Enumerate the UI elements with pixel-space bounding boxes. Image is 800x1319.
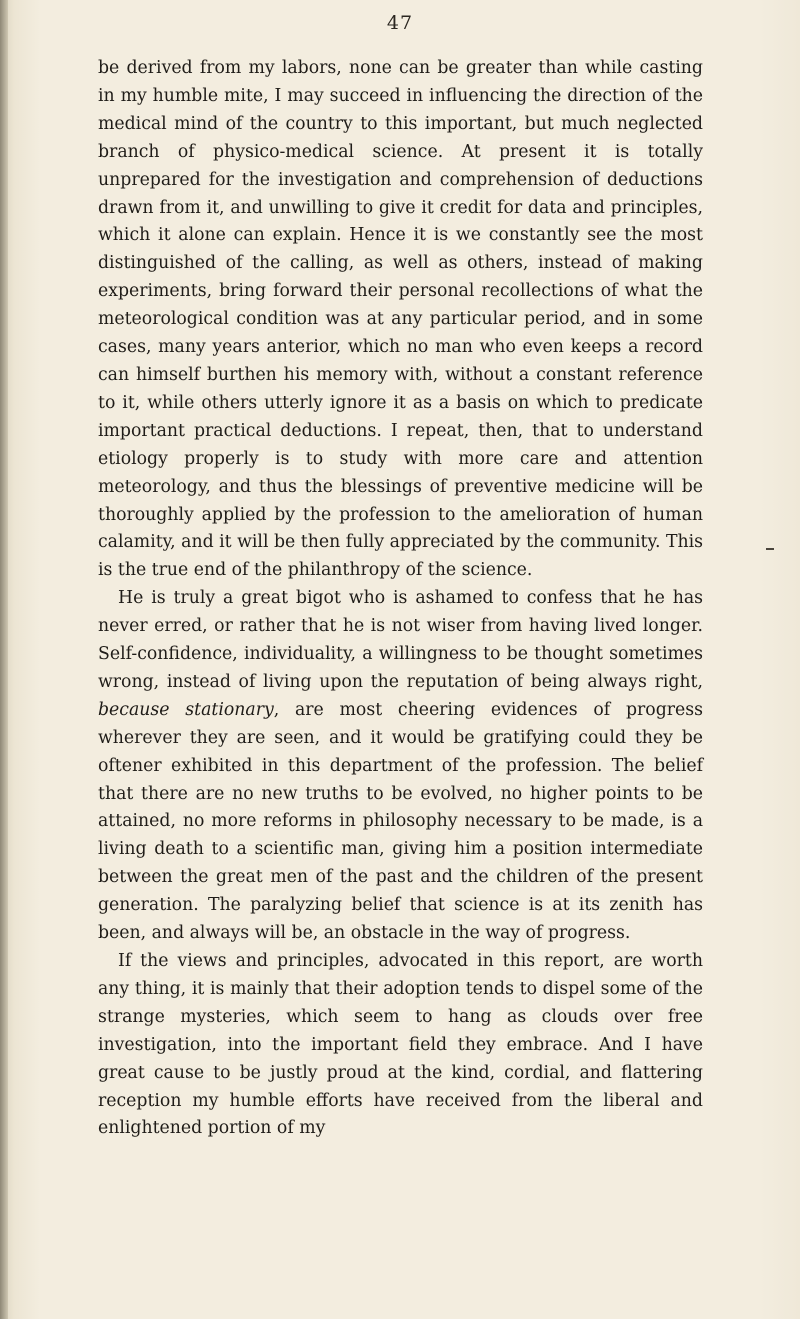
paragraph-2-text-end: , are most cheering evidences of progress wherever they are seen, and it would be gratifying could they be oftener exhibited in this department of the profession. The belief that there are no new truths to be evolved, no higher points to be attained, no more reforms in philosophy necessary to be made, is a living death to a scientific man, giving him a position intermediate between the great men of the past and the children of the present generation. The paralyzing belief that science is at its zenith has been, and always will be, an obstacle in the way of progress. xyxy=(98,699,703,944)
page-spine-shadow xyxy=(0,0,8,1319)
body-text xyxy=(98,55,703,1143)
paragraph-3: If the views and principles, advocated in this report, are worth any thing, it is mainly that their adoption tends to dispel some of the strange mysteries, which seem to hang as clouds over free investigation, into the important field they embrace. And I have great cause to be justly proud at the kind, cordial, and flattering reception my humble efforts have received from the liberal and enlightened portion of my xyxy=(98,951,703,1139)
paragraph-1: be derived from my labors, none can be greater than while casting in my humble mite, I may succeed in influencing the direction of the medical mind of the country to this important, but much neglected branch of physico-medical science. At present it is totally unprepared for the investigation and comprehension of deductions drawn from it, and unwilling to give it credit for data and principles, which it alone can explain. Hence it is we constantly see the most distinguished of the calling, as well as others, instead of making experiments, bring forward their personal recollections of what the meteorological condition was at any particular period, and in some cases, many years anterior, which no man who even keeps a record can himself burthen his memory with, without a constant reference to it, while others utterly ignore it as a basis on which to predicate important practical deductions. I repeat, then, that to understand etiology properly is to study with more care and attention meteorology, and thus the blessings of preventive medicine will be thoroughly applied by the profession to the amelioration of human calamity, and it will be then fully appreciated by the community. This is the true end of the philanthropy of the science. xyxy=(98,58,703,581)
paragraph-2-italic-phrase: because stationary xyxy=(98,699,274,720)
paragraph-2 xyxy=(98,585,703,948)
margin-mark xyxy=(766,548,774,550)
paragraph-2-text-start: He is truly a great bigot who is ashamed to confess that he has never erred, or rather that he is not wiser from having lived longer. Self-confidence, individuality, a willingness to be thought sometimes wrong, instead of living upon the reputation of being always right, xyxy=(98,588,703,692)
page-number: 47 xyxy=(386,12,414,34)
